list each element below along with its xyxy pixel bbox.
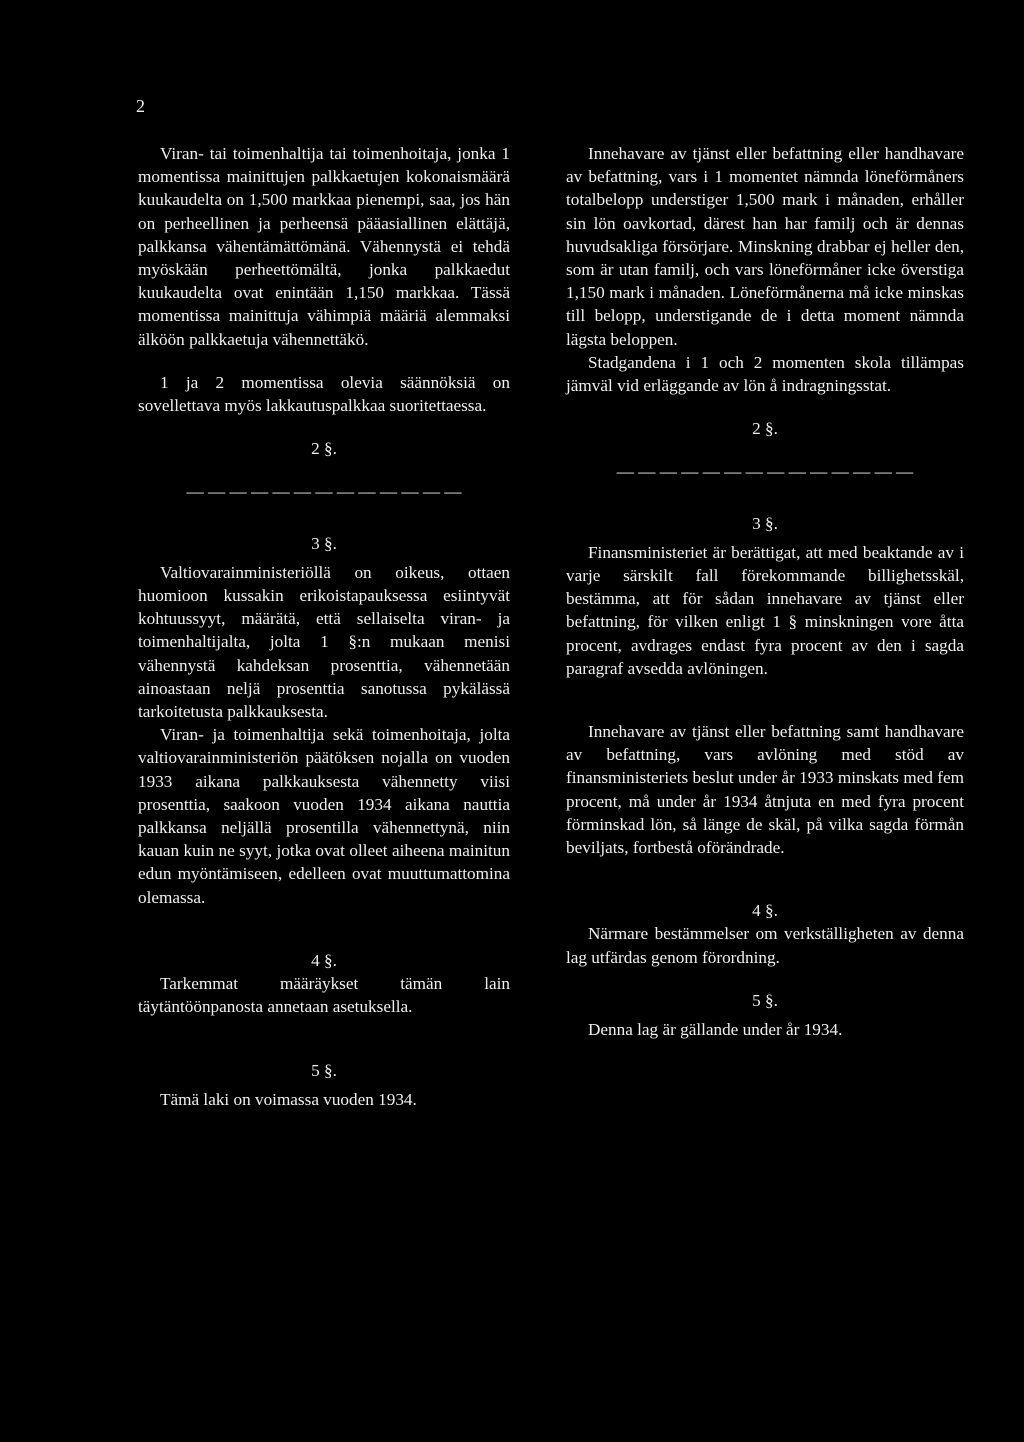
sv-section1-paragraph2: Stadgandena i 1 och 2 momenten skola tillämpas jämväl vid erläggande av lön å indragningsstat. [566, 352, 964, 396]
fi-section4-heading: 4 §. [311, 950, 337, 970]
swedish-column [566, 142, 964, 1041]
finnish-column [138, 142, 510, 1111]
sv-section5-paragraph1: Denna lag är gällande under år 1934. [588, 1020, 843, 1040]
page-number: 2 [136, 96, 145, 116]
fi-section5-heading: 5 §. [311, 1060, 337, 1080]
sv-section3-paragraph2: Innehavare av tjänst eller befattning samt handhavare av befattning, vars avlöning med stöd av finansministeriets beslut under år 1933 minskats med fem procent, må under år 1934 åtnjuta en med fyra procent förminskad lön, så länge de skäl, på vilka sagda förmån beviljats, fortbestå oförändrade. [566, 722, 964, 858]
fi-section3-paragraph1: Valtiovarainministeriöllä on oikeus, ottaen huomioon kussakin erikoistapauksessa esiintyvät kohtuussyyt, määrätä, että sellaiselta viran- ja toimenhaltijalta, jolta 1 §:n mukaan menisi vähennystä kahdeksan prosenttia, vähennetään ainoastaan neljä prosenttia sanotussa pykälässä tarkoitetusta palkkauksesta. [138, 562, 510, 722]
fi-section1-paragraph1: Viran- tai toimenhaltija tai toimenhoitaja, jonka 1 momentissa mainittujen palkkaetujen kokonaismäärä kuukaudelta on 1,500 markkaa pienempi, saa, jos hän on perheellinen ja perheensä pääasiallinen elättäjä, palkkansa vähentämättömänä. Vähennystä ei tehdä myöskään perheettömältä, jonka palkkaedut kuukaudelta ovat enintään 1,150 markkaa. Tässä momentissa mainittuja vähimpiä määriä alemmaksi älköön palkkaetuja vähennettäkö. [138, 144, 510, 349]
sv-section3-paragraph1: Finansministeriet är berättigat, att med beaktande av i varje särskilt fall förekommande billighetsskäl, bestämma, att för sådan innehavare av tjänst eller befattning, för vilken enligt 1 § minskningen vore åtta procent, avdrages endast fyra procent av den i sagda paragraf avsedda avlöningen. [566, 542, 964, 678]
sv-section4-paragraph1: Närmare bestämmelser om verkställigheten av denna lag utfärdas genom förordning. [566, 924, 964, 967]
sv-section3-heading: 3 §. [752, 513, 778, 533]
sv-section2-omitted-dashes: — — — — — — — — — — — — — — [616, 462, 914, 482]
sv-section5-heading: 5 §. [752, 990, 778, 1010]
sv-section4-heading: 4 §. [752, 901, 778, 921]
fi-section3-heading: 3 §. [311, 533, 337, 553]
fi-section2-heading: 2 §. [311, 439, 337, 459]
fi-section2-omitted-dashes: — — — — — — — — — — — — — [186, 482, 462, 502]
fi-section4-paragraph1: Tarkemmat määräykset tämän lain täytäntöönpanosta annetaan asetuksella. [138, 974, 510, 1017]
fi-section3-paragraph2: Viran- ja toimenhaltija sekä toimenhoitaja, jolta valtiovarainministeriön päätöksen nojalla on vuoden 1933 aikana palkkauksesta vähennetty viisi prosenttia, saakoon vuoden 1934 aikana nauttia palkkansa neljällä prosentilla vähennettynä, niin kauan kuin ne syyt, jotka ovat olleet aiheena mainitun edun myöntämiseen, edelleen ovat muuttumattomina olemassa. [138, 725, 510, 907]
sv-section1-paragraph1: Innehavare av tjänst eller befattning eller handhavare av befattning, vars i 1 momentet nämnda löneförmåners totalbelopp understiger 1,500 mark i månaden, erhåller sin lön oavkortad, därest han har familj och är dennas huvudsakliga försörjare. Minskning drabbar ej heller den, som är utan familj, och vars löneförmåner icke överstiga 1,150 mark i månaden. Löneförmånerna må icke minskas till belopp, understigande de i detta moment nämnda lägsta beloppen. [566, 144, 964, 349]
sv-section2-heading: 2 §. [752, 419, 778, 439]
fi-section1-paragraph2: 1 ja 2 momentissa olevia säännöksiä on sovellettava myös lakkautuspalkkaa suoritettaessa. [138, 372, 510, 416]
fi-section5-paragraph1: Tämä laki on voimassa vuoden 1934. [160, 1089, 417, 1109]
